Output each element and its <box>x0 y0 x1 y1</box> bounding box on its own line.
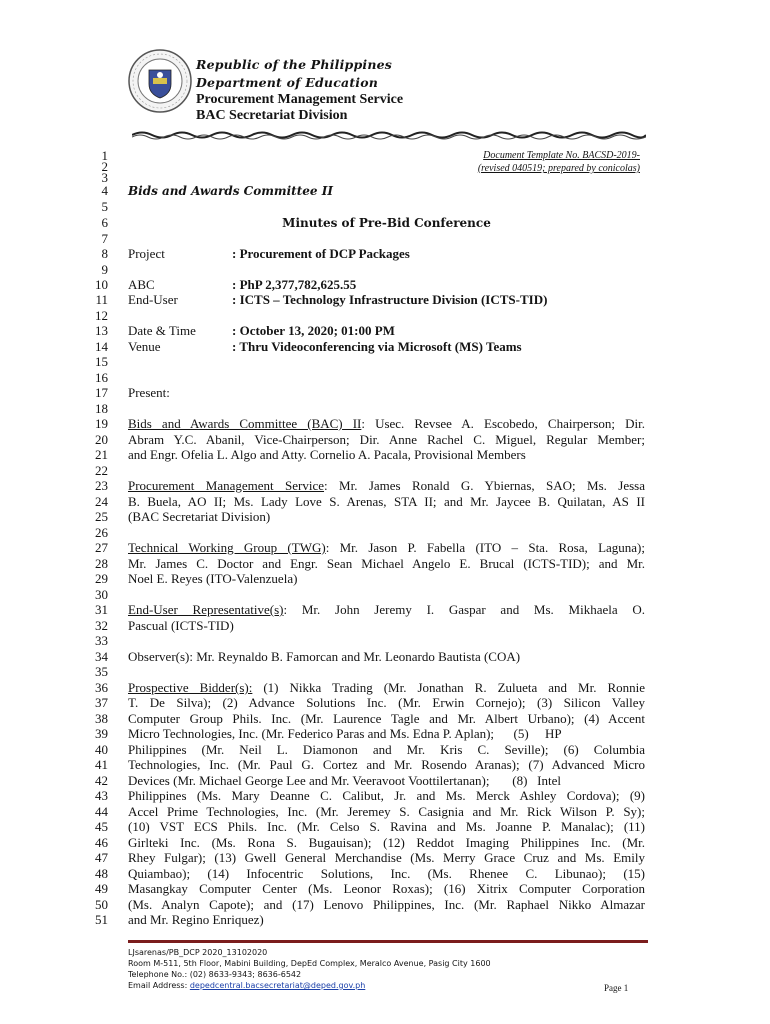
footer-telephone: Telephone No.: (02) 8633-9343; 8636-6542 <box>128 970 302 979</box>
bac-line <box>128 417 645 431</box>
line-number: 3 <box>101 170 108 185</box>
line-number: 35 <box>95 664 108 679</box>
enduser-value: : ICTS – Technology Infrastructure Division (ICTS-TID) <box>232 292 548 307</box>
bidders-line: Rhey Fulgar); (13) Gwell General Merchandise (Ms. Merry Grace Cruz and Ms. Emily <box>128 850 645 865</box>
ornamental-divider <box>132 130 646 140</box>
line-number: 48 <box>95 866 108 881</box>
bac-text: : Usec. Revsee A. Escobedo, Chairperson; Dir. <box>361 416 645 431</box>
bidders-line: Philippines (Ms. Mary Deanne C. Calibut, Jr. and Ms. Merck Ashley Cordova); (9) <box>128 788 645 803</box>
line-number: 21 <box>95 447 108 462</box>
present-label: Present: <box>128 385 170 400</box>
bidders-heading: Prospective Bidder(s): <box>128 680 253 695</box>
line-number: 22 <box>95 463 108 478</box>
line-number: 37 <box>95 695 108 710</box>
line-number: 30 <box>95 587 108 602</box>
bidders-line: Quiambao); (14) Infocentric Solutions, Inc. (Ms. Rhenee C. Libunao); (15) <box>128 866 645 881</box>
enduser-row <box>128 293 645 307</box>
bidders-line: (Ms. Analyn Capote); and (17) Lenovo Philippines, Inc. (Mr. Raphael Nikko Almazar <box>128 897 645 912</box>
pms-line: (BAC Secretariat Division) <box>128 509 271 524</box>
bac-heading: Bids and Awards Committee (BAC) II <box>128 416 362 431</box>
line-number: 36 <box>95 680 108 695</box>
line-number: 13 <box>95 323 108 338</box>
line-number: 51 <box>95 912 108 927</box>
line-number: 43 <box>95 788 108 803</box>
service-heading: Procurement Management Service <box>196 92 404 107</box>
twg-heading: Technical Working Group (TWG) <box>128 540 326 555</box>
bidders-line: Girlteki Inc. (Ms. Rona S. Bugauisan); (12) Reddot Imaging Philippines Inc. (Mr. <box>128 835 645 850</box>
enduser-label: End-User <box>128 292 178 307</box>
venue-value: : Thru Videoconferencing via Microsoft (MS) Teams <box>232 339 522 354</box>
footer-reference: LJsarenas/PB_DCP 2020_13102020 <box>128 948 268 957</box>
pms-heading: Procurement Management Service <box>128 478 325 493</box>
division-heading: BAC Secretariat Division <box>196 108 348 123</box>
venue-row <box>128 340 645 354</box>
bidders-line: T. De Silva); (2) Advance Solutions Inc. (Mr. Erwin Cornejo); (3) Silicon Valley <box>128 695 645 710</box>
footer-email-link[interactable]: depedcentral.bacsecretariat@deped.gov.ph <box>189 981 366 990</box>
date-label: Date & Time <box>128 323 196 338</box>
line-number: 14 <box>95 339 108 354</box>
line-number: 28 <box>95 556 108 571</box>
line-number: 18 <box>95 401 108 416</box>
bidders-line: Accel Prime Technologies, Inc. (Mr. Jeremey S. Casignia and Mr. Rick Wilson P. Sy); <box>128 804 645 819</box>
enduser-rep-heading: End-User Representative(s) <box>128 602 284 617</box>
pms-line <box>128 479 645 493</box>
line-number: 32 <box>95 618 108 633</box>
line-number: 2 <box>101 159 108 174</box>
line-number: 12 <box>95 308 108 323</box>
line-number: 7 <box>101 231 108 246</box>
twg-line: Noel E. Reyes (ITO-Valenzuela) <box>128 571 298 586</box>
line-number: 29 <box>95 571 108 586</box>
line-number: 10 <box>95 277 108 292</box>
line-number: 31 <box>95 602 108 617</box>
bidders-line <box>128 681 645 695</box>
line-number: 50 <box>95 897 108 912</box>
bidders-line: (10) VST ECS Phils. Inc. (Mr. Celso S. Ravina and Ms. Joanne P. Manalac); (11) <box>128 819 645 834</box>
line-number: 5 <box>101 199 108 214</box>
bidders-line: Masangkay Computer Center (Ms. Leonor Roxas); (16) Xitrix Computer Corporation <box>128 881 645 896</box>
line-number: 24 <box>95 494 108 509</box>
line-number: 45 <box>95 819 108 834</box>
line-number: 26 <box>95 525 108 540</box>
line-number: 17 <box>95 385 108 400</box>
venue-label: Venue <box>128 339 161 354</box>
project-row <box>128 247 645 261</box>
committee-name: Bids and Awards Committee II <box>128 184 333 198</box>
footer-email-label: Email Address: <box>128 981 190 990</box>
document-template-number: Document Template No. BACSD-2019- <box>483 150 640 161</box>
footer-rule <box>128 940 648 943</box>
document-title: Minutes of Pre-Bid Conference <box>282 216 491 230</box>
line-number: 11 <box>95 292 108 307</box>
twg-line <box>128 541 645 555</box>
enduser-rep-text: : Mr. John Jeremy I. Gaspar and Ms. Mikhaela O. <box>283 602 645 617</box>
bac-line: Abram Y.C. Abanil, Vice-Chairperson; Dir. Anne Rachel C. Miguel, Regular Member; <box>128 432 645 447</box>
enduser-rep-line: Pascual (ICTS-TID) <box>128 618 234 633</box>
line-number: 49 <box>95 881 108 896</box>
line-number: 9 <box>101 262 108 277</box>
abc-label: ABC <box>128 277 155 292</box>
line-number: 25 <box>95 509 108 524</box>
line-number: 8 <box>101 246 108 261</box>
footer-email-line <box>128 981 365 991</box>
date-value: : October 13, 2020; 01:00 PM <box>232 323 395 338</box>
line-number: 27 <box>95 540 108 555</box>
bidders-line: and Mr. Regino Enriquez) <box>128 912 264 927</box>
line-number: 47 <box>95 850 108 865</box>
department-heading: Department of Education <box>196 75 379 90</box>
bidders-text: (1) Nikka Trading (Mr. Jonathan R. Zulueta and Mr. Ronnie <box>252 680 645 695</box>
abc-value: : PhP 2,377,782,625.55 <box>232 277 357 292</box>
abc-row <box>128 278 645 292</box>
pms-text: : Mr. James Ronald G. Ybiernas, SAO; Ms. Jessa <box>324 478 645 493</box>
date-row <box>128 324 645 338</box>
page-number: Page 1 <box>604 983 629 993</box>
line-number: 40 <box>95 742 108 757</box>
line-number: 41 <box>95 757 108 772</box>
line-number: 19 <box>95 416 108 431</box>
bac-line: and Engr. Ofelia L. Algo and Atty. Cornelio A. Pacala, Provisional Members <box>128 447 526 462</box>
deped-seal-icon <box>127 48 193 114</box>
twg-text: : Mr. Jason P. Fabella (ITO – Sta. Rosa, Laguna); <box>325 540 645 555</box>
pms-line: B. Buela, AO II; Ms. Lady Love S. Arenas, STA II; and Mr. Jaycee B. Quilatan, AS II <box>128 494 645 509</box>
bidders-line: Technologies, Inc. (Mr. Paul G. Cortez and Mr. Rosendo Aranas); (7) Advanced Micro <box>128 757 645 772</box>
line-number: 42 <box>95 773 108 788</box>
bidders-line: Micro Technologies, Inc. (Mr. Federico Paras and Ms. Edna P. Aplan); (5) HP <box>128 726 562 741</box>
bidders-line: Philippines (Mr. Neil L. Diamonon and Mr. Kris C. Seville); (6) Columbia <box>128 742 645 757</box>
project-label: Project <box>128 246 165 261</box>
republic-heading: Republic of the Philippines <box>196 57 393 72</box>
line-number: 20 <box>95 432 108 447</box>
line-number: 38 <box>95 711 108 726</box>
line-number: 16 <box>95 370 108 385</box>
twg-line: Mr. James C. Doctor and Engr. Sean Michael Angelo E. Brucal (ICTS-TID); and Mr. <box>128 556 645 571</box>
enduser-rep-line <box>128 603 645 617</box>
line-number: 39 <box>95 726 108 741</box>
document-template-revision: (revised 040519; prepared by conicolas) <box>477 163 640 174</box>
footer-address: Room M-511, 5th Floor, Mabini Building, DepEd Complex, Meralco Avenue, Pasig City 1600 <box>128 959 491 968</box>
line-number: 1 <box>101 148 108 163</box>
line-number: 34 <box>95 649 108 664</box>
line-number: 46 <box>95 835 108 850</box>
line-number: 33 <box>95 633 108 648</box>
line-number: 23 <box>95 478 108 493</box>
project-value: : Procurement of DCP Packages <box>232 246 410 261</box>
line-number: 44 <box>95 804 108 819</box>
line-number: 6 <box>101 215 108 230</box>
bidders-line: Computer Group Phils. Inc. (Mr. Laurence Tagle and Mr. Albert Urbano); (4) Accent <box>128 711 645 726</box>
bidders-line: Devices (Mr. Michael George Lee and Mr. Veeravoot Voottilertanan); (8) Intel <box>128 773 561 788</box>
observers-line: Observer(s): Mr. Reynaldo B. Famorcan and Mr. Leonardo Bautista (COA) <box>128 649 521 664</box>
line-number: 4 <box>101 183 108 198</box>
line-number: 15 <box>95 354 108 369</box>
